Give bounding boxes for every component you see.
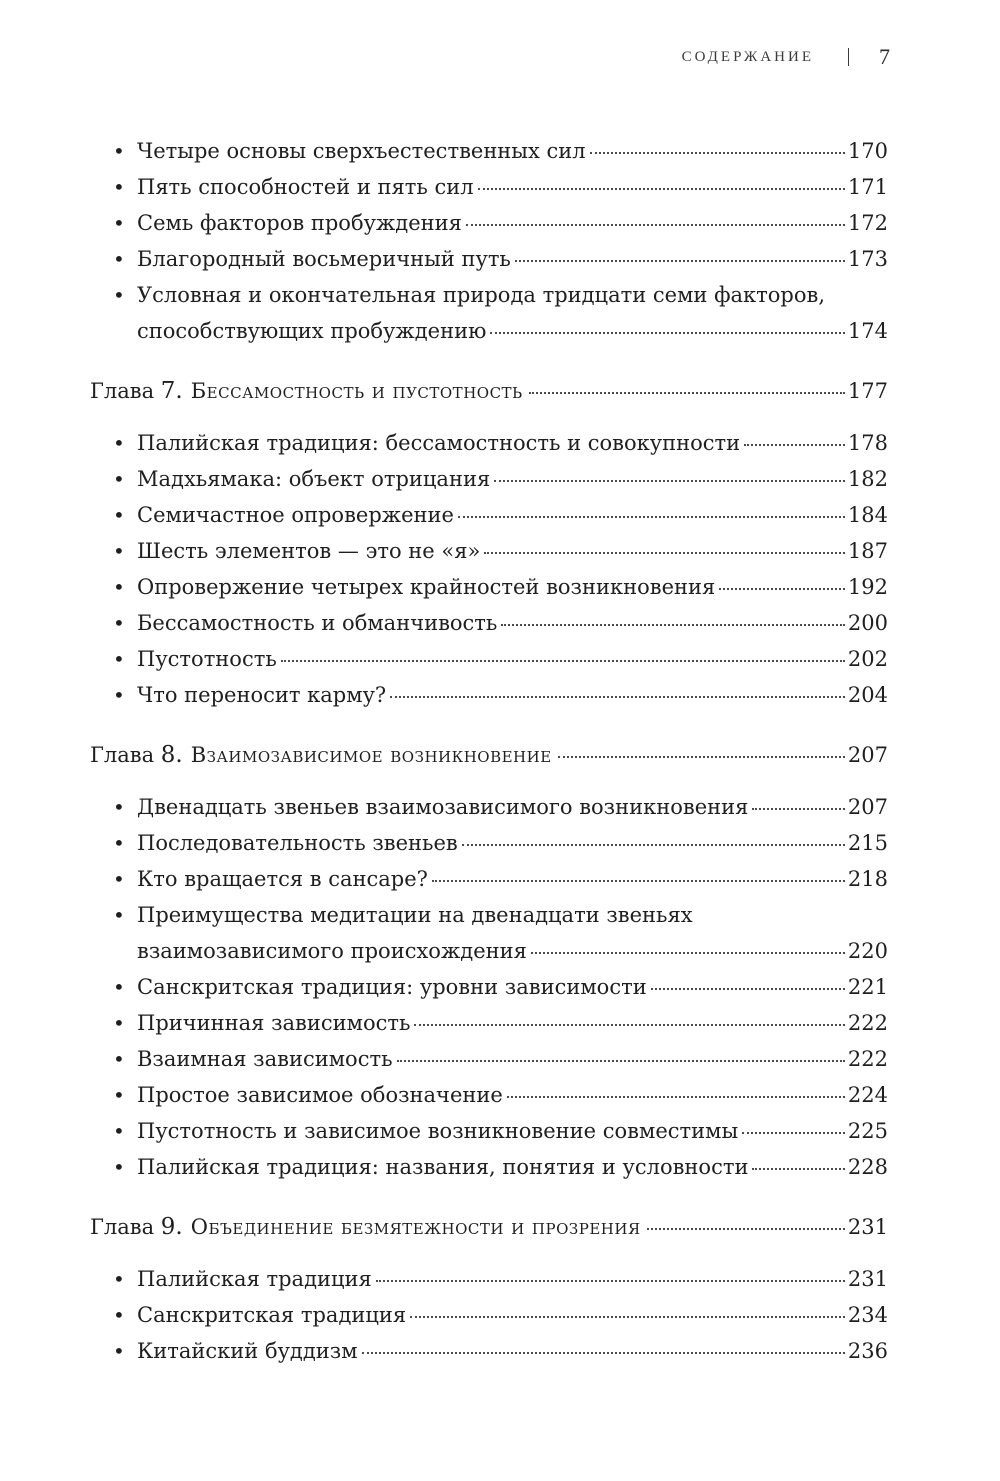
bullet: • [113, 467, 125, 491]
toc-entry-label: Кто вращается в сансаре? [137, 867, 428, 891]
toc-entry-label: Пять способностей и пять сил [137, 175, 474, 199]
toc-entry-label: Двенадцать звеньев взаимозависимого возникновения [137, 795, 749, 819]
toc-entry-page: 215 [847, 831, 888, 855]
toc-entry-label-line1: Преимущества медитации на двенадцати звеньях [137, 903, 693, 927]
toc-entry[interactable] [90, 1005, 888, 1041]
dot-leader [490, 332, 845, 334]
toc-entry[interactable] [90, 1333, 888, 1369]
toc-entry[interactable] [90, 1261, 888, 1297]
bullet: • [113, 831, 125, 855]
toc-entry[interactable] [90, 1149, 888, 1185]
bullet: • [113, 975, 125, 999]
toc-entry-page: 222 [847, 1011, 888, 1035]
toc-entry-label: Последовательность звеньев [137, 831, 458, 855]
bullet: • [113, 1339, 125, 1363]
bullet: • [113, 1303, 125, 1327]
bullet: • [113, 211, 125, 235]
header-separator [848, 48, 849, 66]
toc-entry-page: 173 [847, 247, 888, 271]
toc-entry-page: 182 [847, 467, 888, 491]
dot-leader [507, 1096, 845, 1098]
toc-entry-page: 187 [847, 539, 888, 563]
bullet: • [113, 503, 125, 527]
toc-entry-page: 228 [847, 1155, 888, 1179]
dot-leader [478, 188, 845, 190]
toc-entry[interactable] [90, 789, 888, 825]
chapter-title: Взаимозависимое возникновение [190, 743, 552, 767]
toc-entry-page: 170 [847, 139, 888, 163]
toc-entry-page: 178 [847, 431, 888, 455]
toc-entry-label: Опровержение четырех крайностей возникновения [137, 575, 716, 599]
page-number: 7 [879, 44, 890, 69]
toc-entry[interactable] [90, 969, 888, 1005]
chapter-heading-7[interactable] [90, 373, 888, 409]
dot-leader [362, 1352, 845, 1354]
toc-entry-label: Санскритская традиция [137, 1303, 407, 1327]
bullet: • [113, 683, 125, 707]
bullet: • [113, 1083, 125, 1107]
chapter-heading-9[interactable] [90, 1209, 888, 1245]
toc-entry-page: 218 [847, 867, 888, 891]
bullet: • [113, 647, 125, 671]
dot-leader [719, 588, 845, 590]
toc-entry[interactable] [90, 825, 888, 861]
toc-entry[interactable] [90, 605, 888, 641]
toc-entry[interactable] [90, 425, 888, 461]
toc-entry[interactable] [90, 241, 888, 277]
toc-entry-page: 224 [847, 1083, 888, 1107]
dot-leader [742, 1132, 845, 1134]
toc-entry-label: Палийская традиция: бессамостность и совокупности [137, 431, 741, 455]
toc-entry[interactable] [90, 1041, 888, 1077]
dot-leader [531, 952, 845, 954]
toc-entry-label: Палийская традиция: названия, понятия и условности [137, 1155, 749, 1179]
toc-entry-page: 207 [847, 795, 888, 819]
toc-entry-page: 174 [847, 319, 888, 343]
toc-entry-label: Простое зависимое обозначение [137, 1083, 503, 1107]
toc-entry-label: Пустотность и зависимое возникновение совместимы [137, 1119, 739, 1143]
bullet: • [113, 175, 125, 199]
toc-entry-page: 221 [847, 975, 888, 999]
toc-entry-page: 222 [847, 1047, 888, 1071]
toc-entry-label: Санскритская традиция: уровни зависимости [137, 975, 647, 999]
toc-entry-label: Шесть элементов — это не «я» [137, 539, 481, 563]
bullet: • [113, 1267, 125, 1291]
dot-leader [410, 1316, 845, 1318]
dot-leader [752, 1168, 844, 1170]
toc-entry[interactable] [90, 497, 888, 533]
dot-leader [397, 1060, 845, 1062]
toc-entry-label: Пустотность [137, 647, 277, 671]
toc-entry[interactable] [90, 569, 888, 605]
toc-entry-page: 231 [847, 1267, 888, 1291]
bullet: • [113, 1119, 125, 1143]
chapter-page: 207 [847, 743, 888, 767]
chapter-title: Объединение безмятежности и прозрения [190, 1215, 641, 1239]
bullet: • [113, 539, 125, 563]
toc-entry-label: Взаимная зависимость [137, 1047, 393, 1071]
toc-entry[interactable] [90, 897, 888, 969]
toc-entry-label: Китайский буддизм [137, 1339, 358, 1363]
toc-entry-label: Причинная зависимость [137, 1011, 411, 1035]
bullet: • [113, 611, 125, 635]
chapter-number: 9. [160, 1214, 183, 1240]
toc-entry-page: 234 [847, 1303, 888, 1327]
chapter-number: 8. [160, 742, 183, 768]
toc-entry[interactable] [90, 641, 888, 677]
chapter-title: Бессамостность и пустотность [190, 379, 523, 403]
chapter-prefix: Глава [90, 379, 155, 403]
chapter-page: 231 [847, 1215, 888, 1239]
bullet: • [113, 575, 125, 599]
dot-leader [462, 844, 845, 846]
toc-entry[interactable] [90, 533, 888, 569]
toc-entry-label-line2: взаимозависимого происхождения [137, 939, 527, 963]
toc-entry-page: 184 [847, 503, 888, 527]
toc-entry-page: 202 [847, 647, 888, 671]
bullet: • [113, 139, 125, 163]
bullet: • [113, 431, 125, 455]
dot-leader [484, 552, 845, 554]
chapter-heading-8[interactable] [90, 737, 888, 773]
toc-entry[interactable] [90, 133, 888, 169]
toc-entry-label: Палийская традиция [137, 1267, 372, 1291]
toc-entry[interactable] [90, 1077, 888, 1113]
chapter-prefix: Глава [90, 743, 155, 767]
dot-leader [515, 260, 845, 262]
bullet: • [113, 1155, 125, 1179]
dot-leader [501, 624, 845, 626]
toc-entry[interactable] [90, 677, 888, 713]
toc-entry-label: Мадхьямака: объект отрицания [137, 467, 491, 491]
dot-leader [432, 880, 845, 882]
dot-leader [281, 660, 845, 662]
dot-leader [558, 756, 845, 758]
dot-leader [376, 1280, 845, 1282]
toc-entry-page: 236 [847, 1339, 888, 1363]
toc-entry-label: Семичастное опровержение [137, 503, 454, 527]
toc-entry-label: Семь факторов пробуждения [137, 211, 462, 235]
toc-entry[interactable] [90, 861, 888, 897]
dot-leader [458, 516, 845, 518]
toc-entry-label: Что переносит карму? [137, 683, 387, 707]
toc-entry-page: 172 [847, 211, 888, 235]
running-header [682, 44, 890, 70]
dot-leader [647, 1228, 845, 1230]
dot-leader [752, 808, 845, 810]
toc-entry-page: 192 [847, 575, 888, 599]
toc-entry[interactable] [90, 205, 888, 241]
chapter-number: 7. [160, 378, 183, 404]
toc-entry-page: 225 [847, 1119, 888, 1143]
toc-entry-label: Четыре основы сверхъестественных сил [137, 139, 586, 163]
dot-leader [390, 696, 845, 698]
bullet: • [113, 283, 125, 307]
bullet: • [113, 795, 125, 819]
toc-entry[interactable] [90, 1297, 888, 1333]
toc-entry-page: 171 [847, 175, 888, 199]
running-header-title: СОДЕРЖАНИЕ [681, 48, 814, 65]
dot-leader [744, 444, 845, 446]
toc-entry[interactable] [90, 461, 888, 497]
toc-entry-page: 204 [847, 683, 888, 707]
bullet: • [113, 903, 125, 927]
bullet: • [113, 1011, 125, 1035]
dot-leader [466, 224, 845, 226]
toc-entry-page: 220 [847, 939, 888, 963]
toc-entry-label: Бессамостность и обманчивость [137, 611, 498, 635]
dot-leader [529, 392, 845, 394]
toc-entry-page: 200 [847, 611, 888, 635]
bullet: • [113, 1047, 125, 1071]
toc-entry-label-line1: Условная и окончательная природа тридцати семи факторов, [137, 283, 825, 307]
chapter-prefix: Глава [90, 1215, 155, 1239]
table-of-contents [90, 133, 888, 1369]
toc-entry-label-line2: способствующих пробуждению [137, 319, 487, 343]
dot-leader [651, 988, 845, 990]
dot-leader [494, 480, 845, 482]
toc-entry[interactable] [90, 1113, 888, 1149]
bullet: • [113, 867, 125, 891]
dot-leader [590, 152, 845, 154]
bullet: • [113, 247, 125, 271]
toc-entry-label: Благородный восьмеричный путь [137, 247, 511, 271]
toc-entry[interactable] [90, 277, 888, 349]
chapter-page: 177 [847, 379, 888, 403]
dot-leader [414, 1024, 844, 1026]
toc-entry[interactable] [90, 169, 888, 205]
